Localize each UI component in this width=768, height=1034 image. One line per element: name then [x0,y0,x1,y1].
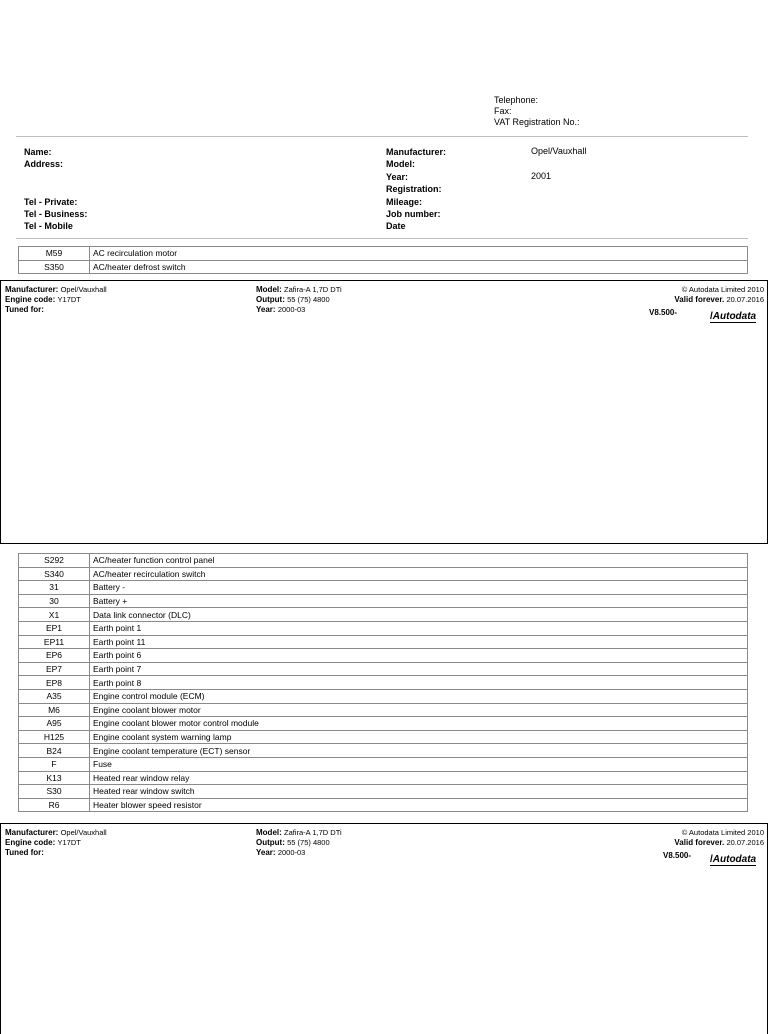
component-description: Engine control module (ECM) [90,689,748,703]
table-row [19,662,748,676]
component-description: Engine coolant system warning lamp [90,730,748,744]
table-row [19,689,748,703]
frame-manufacturer-value: Opel/Vauxhall [60,828,107,837]
components-table-2 [18,553,748,812]
table-row [19,649,748,663]
component-code: M6 [19,703,90,717]
frame-copyright: © Autodata Limited 2010 [681,285,764,294]
table-row [19,676,748,690]
table-row [19,260,748,274]
table-row [19,635,748,649]
frame-output-label: Output: [256,838,285,847]
component-description: Earth point 11 [90,635,748,649]
autodata-logo: /Autodata [710,854,757,865]
component-description: Earth point 6 [90,649,748,663]
frame-valid-label: Valid forever. [674,295,725,304]
component-code: K13 [19,771,90,785]
frame-engine-code-label: Engine code: [5,838,56,847]
component-description: Engine coolant blower motor control module [90,717,748,731]
header-divider [16,136,748,137]
autodata-logo: /Autodata [710,311,757,322]
table-row [19,247,748,261]
frame-header-left [5,285,107,315]
table-row [19,785,748,799]
frame-output-value: 55 (75) 4800 [287,838,330,847]
table-row [19,757,748,771]
frame-model-value: Zafira-A 1,7D DTi [284,285,342,294]
frame-output-value: 55 (75) 4800 [287,295,330,304]
component-description: Engine coolant temperature (ECT) sensor [90,744,748,758]
fax-label: Fax: [494,106,512,116]
component-description: Battery + [90,594,748,608]
component-code: M59 [19,247,90,261]
component-description: Data link connector (DLC) [90,608,748,622]
vehicle-labels [386,146,446,233]
frame-valid-date: 20.07.2016 [726,295,764,304]
frame-copyright: © Autodata Limited 2010 [681,828,764,837]
component-code: 30 [19,594,90,608]
component-description: AC/heater defrost switch [90,260,748,274]
table-row [19,608,748,622]
model-label: Model: [386,159,415,170]
component-description: Earth point 1 [90,621,748,635]
telephone-label: Telephone: [494,95,539,105]
frame-model-label: Model: [256,828,282,837]
customer-block [24,146,87,233]
diagram-frame [0,280,768,544]
table-row [19,703,748,717]
frame-tuned-for-label: Tuned for: [5,305,44,314]
table-row [19,567,748,581]
frame-header-middle [256,285,342,315]
company-contact [494,95,580,128]
table-row [19,771,748,785]
component-code: A35 [19,689,90,703]
frame-tuned-for-label: Tuned for: [5,848,44,857]
frame-valid-date: 20.07.2016 [726,838,764,847]
component-code: EP7 [19,662,90,676]
component-code: F [19,757,90,771]
diagram-frame [0,823,768,1034]
frame-header-right [674,828,764,848]
table-row [19,730,748,744]
year-label: Year: [386,171,409,182]
table-row [19,744,748,758]
component-code: EP8 [19,676,90,690]
frame-header-middle [256,828,342,858]
table-row [19,798,748,812]
registration-label: Registration: [386,184,442,195]
table-row [19,621,748,635]
manufacturer-value: Opel/Vauxhall [531,146,587,156]
year-value: 2001 [531,171,552,181]
customer-divider [16,238,748,239]
frame-year-value: 2000-03 [277,305,306,314]
frame-manufacturer-label: Manufacturer: [5,828,59,837]
component-code: S30 [19,785,90,799]
job-number-label: Job number: [386,209,441,220]
name-label: Name: [24,147,52,157]
frame-version: V8.500- [649,308,678,317]
frame-manufacturer-label: Manufacturer: [5,285,59,294]
component-code: EP11 [19,635,90,649]
tel-business-label: Tel - Business: [24,209,88,220]
component-code: B24 [19,744,90,758]
component-code: X1 [19,608,90,622]
component-code: H125 [19,730,90,744]
component-code: EP6 [19,649,90,663]
vat-registration-label: VAT Registration No.: [494,117,580,127]
table-row [19,594,748,608]
component-description: Engine coolant blower motor [90,703,748,717]
frame-header-left [5,828,107,858]
component-description: Heater blower speed resistor [90,798,748,812]
frame-version: V8.500- [663,851,692,860]
component-code: S340 [19,567,90,581]
date-label: Date [386,221,406,232]
component-code: R6 [19,798,90,812]
table-row [19,717,748,731]
component-code: S292 [19,554,90,568]
frame-manufacturer-value: Opel/Vauxhall [60,285,107,294]
table-row [19,554,748,568]
manufacturer-label: Manufacturer: [386,147,447,157]
tel-private-label: Tel - Private: [24,196,78,207]
components-table-1 [18,246,748,274]
frame-year-label: Year: [256,848,276,857]
component-description: Earth point 8 [90,676,748,690]
table-row [19,581,748,595]
frame-valid-label: Valid forever. [674,838,725,847]
component-description: AC/heater recirculation switch [90,567,748,581]
component-code: EP1 [19,621,90,635]
frame-output-label: Output: [256,295,285,304]
address-label: Address: [24,159,64,170]
frame-engine-code-label: Engine code: [5,295,56,304]
frame-year-value: 2000-03 [277,848,306,857]
mileage-label: Mileage: [386,196,423,207]
tel-mobile-label: Tel - Mobile [24,221,73,232]
frame-model-label: Model: [256,285,282,294]
component-code: S350 [19,260,90,274]
component-code: A95 [19,717,90,731]
component-description: Heated rear window switch [90,785,748,799]
component-description: AC/heater function control panel [90,554,748,568]
frame-engine-code-value: Y17DT [57,838,81,847]
autodata-logo-text: Autodata [712,311,757,322]
component-description: Earth point 7 [90,662,748,676]
component-description: AC recirculation motor [90,247,748,261]
frame-engine-code-value: Y17DT [57,295,81,304]
frame-header-right [674,285,764,305]
component-description: Heated rear window relay [90,771,748,785]
frame-model-value: Zafira-A 1,7D DTi [284,828,342,837]
component-code: 31 [19,581,90,595]
component-description: Battery - [90,581,748,595]
frame-year-label: Year: [256,305,276,314]
component-description: Fuse [90,757,748,771]
autodata-logo-text: Autodata [712,854,757,865]
